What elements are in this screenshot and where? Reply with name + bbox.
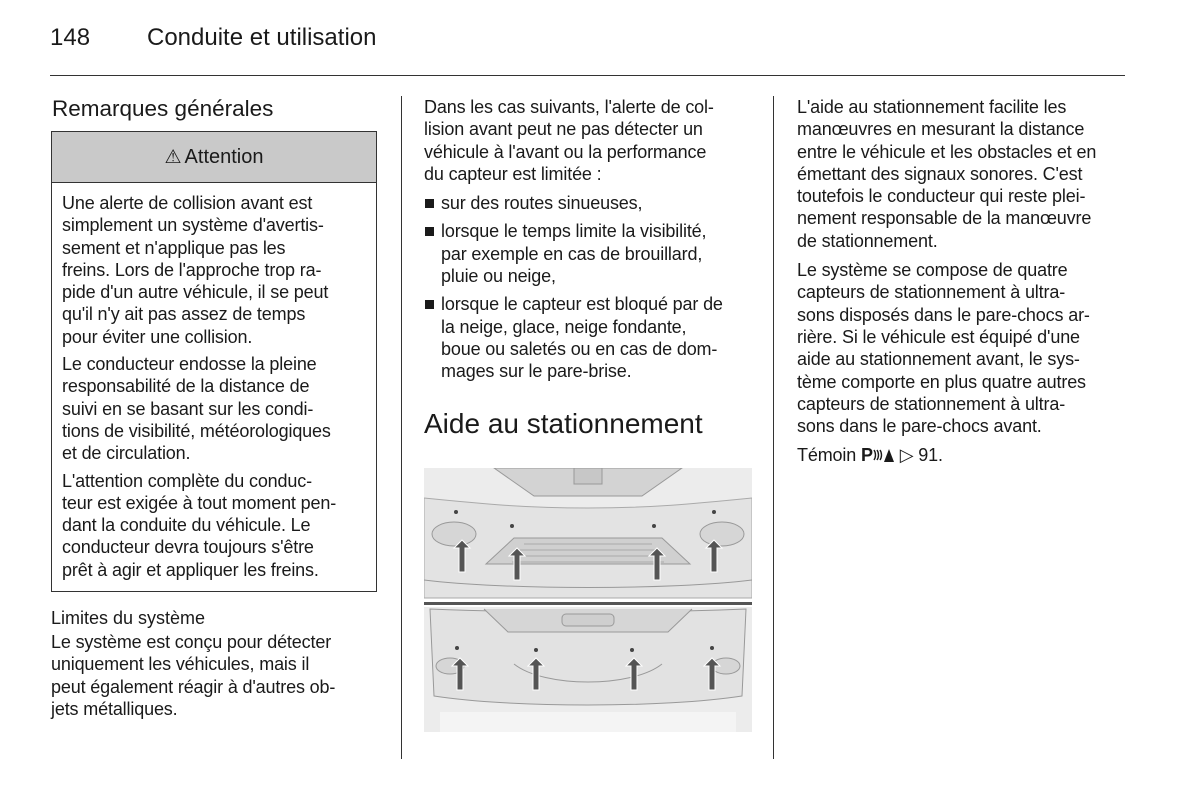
paragraph-description: L'aide au stationnement facilite les manœuvres en mesurant la distance entre le véhicule et les obstacles et en émettant des signaux sonores. C'est toutefois le conducteur qui reste plei- nement responsable de la manœuvre de stationnement.	[797, 97, 1097, 251]
page-number: 148	[50, 24, 91, 51]
column-2-text	[424, 96, 756, 389]
warning-paragraph-1: Une alerte de collision avant est simplement un système d'avertis- sement et n'applique pas les freins. Lors de l'approche trop ra- pide d'un autre véhicule, il se peut qu'il n'y ait pas assez de temps pour éviter une collision.	[62, 193, 329, 347]
bullet-square-icon	[425, 227, 434, 236]
column-3-text	[797, 96, 1127, 474]
list-item: lorsque le temps limite la visibilité, par exemple en cas de brouillard, pluie ou neige,	[424, 220, 756, 287]
indicator-reference: Témoin P ▷ 91.	[797, 445, 943, 466]
warning-box	[51, 131, 377, 592]
parking-assist-indicator-icon: P	[861, 445, 895, 465]
bullet-square-icon	[425, 300, 434, 309]
paragraph-sensors: Le système se compose de quatre capteurs de stationnement à ultra- sons disposés dans le pare-chocs ar- rière. Si le véhicule est équipé d'une aide au stationnement avant, le sys- tème comporte en plus quatre autres capteurs de stationnement à ultra- sons dans le pare-chocs avant.	[797, 260, 1090, 437]
warning-title: Attention	[184, 145, 264, 168]
front-bumper-view	[424, 468, 752, 598]
bullet-list	[424, 192, 756, 382]
warning-header	[52, 132, 376, 183]
column-divider	[773, 96, 774, 759]
subheading-limites: Limites du système	[51, 608, 206, 628]
warning-body	[52, 183, 376, 581]
figure-divider	[424, 602, 752, 605]
page-reference-icon: ▷	[899, 445, 914, 466]
page-link[interactable]: 91.	[918, 445, 943, 466]
header-divider	[50, 75, 1125, 76]
section-heading-aide-stationnement: Aide au stationnement	[424, 408, 703, 439]
page-title: Conduite et utilisation	[147, 24, 377, 51]
warning-paragraph-2: Le conducteur endosse la pleine responsabilité de la distance de suivi en se basant sur les condi- tions de visibilité, météorologiques et de circulation.	[62, 354, 331, 464]
list-item: sur des routes sinueuses,	[424, 192, 756, 214]
paragraph-limites: Le système est conçu pour détecter uniquement les véhicules, mais il peut également réagir à d'autres ob- jets métalliques.	[51, 632, 336, 719]
intro-paragraph: Dans les cas suivants, l'alerte de col- lision avant peut ne pas détecter un véhicule à l'avant ou la performance du capteur est limitée :	[424, 97, 714, 184]
bullet-square-icon	[425, 199, 434, 208]
warning-paragraph-3: L'attention complète du conduc- teur est exigée à tout moment pen- dant la conduite du véhicule. Le conducteur devra toujours s'être prêt à agir et appliquer les freins.	[62, 470, 337, 580]
rear-bumper-view	[424, 607, 752, 732]
column-divider	[401, 96, 402, 759]
warning-triangle-icon: ⚠	[164, 146, 182, 168]
section-heading-remarques: Remarques générales	[52, 96, 274, 121]
parking-sensor-illustration	[424, 468, 752, 732]
list-item: lorsque le capteur est bloqué par de la neige, glace, neige fondante, boue ou saletés ou en cas de dom- mages sur le pare-brise.	[424, 293, 756, 382]
